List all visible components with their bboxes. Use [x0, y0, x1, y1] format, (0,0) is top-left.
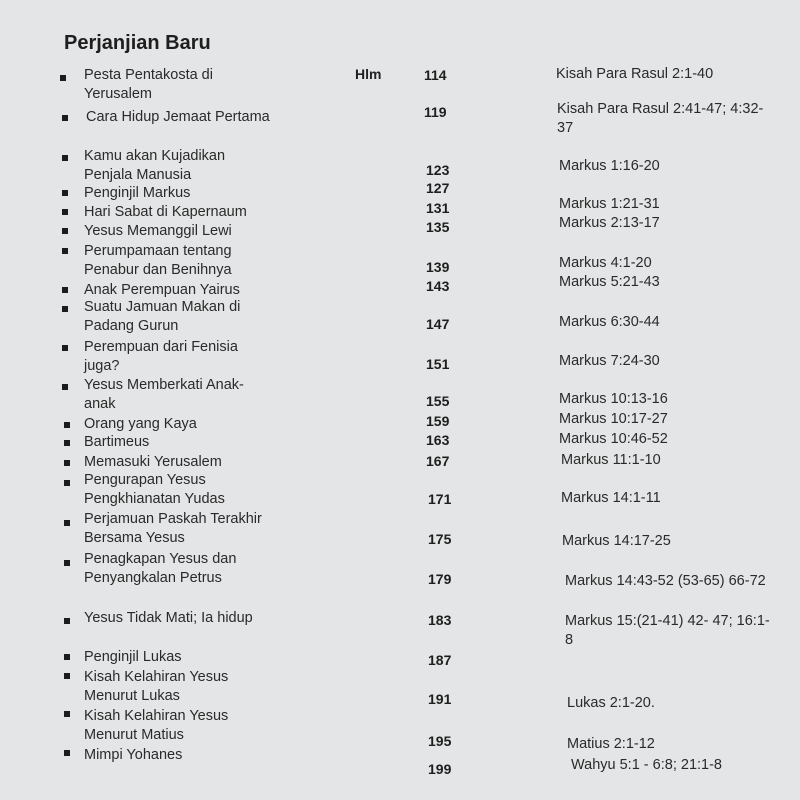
bullet-icon: [62, 190, 68, 196]
bullet-icon: [62, 345, 68, 351]
entry-scripture-reference: Markus 15:(21-41) 42- 47; 16:1-8: [565, 613, 770, 648]
entry-title: Mimpi Yohanes: [84, 747, 183, 763]
entry-title: Perempuan dari Fenisia juga?: [84, 339, 238, 374]
entry-scripture-reference: Markus 14:17-25: [562, 533, 671, 549]
entry-scripture-reference: Markus 4:1-20: [559, 255, 652, 271]
entry-scripture-reference: Markus 5:21-43: [559, 274, 660, 290]
bullet-icon: [62, 287, 68, 293]
entry-page-number: 183: [428, 612, 452, 628]
entry-page-number: 147: [426, 316, 450, 332]
bullet-icon: [64, 711, 70, 717]
bullet-icon: [64, 460, 70, 466]
entry-title: Perjamuan Paskah Terakhir Bersama Yesus: [84, 511, 262, 546]
entry-page-number: 131: [426, 200, 450, 216]
entry-title: Kamu akan Kujadikan Penjala Manusia: [84, 148, 226, 183]
entry-title: Perumpamaan tentang Penabur dan Benihnya: [84, 243, 232, 278]
entry-scripture-reference: Markus 11:1-10: [561, 452, 661, 468]
entry-title: Orang yang Kaya: [84, 416, 197, 432]
entry-title: Yesus Memberkati Anak-anak: [84, 377, 244, 412]
entry-page-number: 159: [426, 413, 450, 429]
bullet-icon: [62, 209, 68, 215]
entry-title: Memasuki Yerusalem: [84, 454, 222, 470]
entry-scripture-reference: Markus 2:13-17: [559, 215, 660, 231]
entry-title: Bartimeus: [84, 434, 150, 450]
entry-title: Kisah Kelahiran Yesus Menurut Lukas: [84, 669, 229, 704]
entry-title: Kisah Kelahiran Yesus Menurut Matius: [84, 708, 229, 743]
entry-page-number: 155: [426, 393, 450, 409]
bullet-icon: [62, 384, 68, 390]
entry-scripture-reference: Markus 6:30-44: [559, 314, 660, 330]
entry-scripture-reference: Matius 2:1-12: [567, 736, 655, 752]
entry-page-number: 127: [426, 180, 450, 196]
entry-scripture-reference: Markus 1:21-31: [559, 196, 660, 212]
bullet-icon: [64, 618, 70, 624]
entry-title: Penagkapan Yesus dan Penyangkalan Petrus: [84, 551, 237, 586]
entry-page-number: 175: [428, 531, 452, 547]
entry-title: Yesus Memanggil Lewi: [84, 223, 232, 239]
bullet-icon: [62, 248, 68, 254]
entry-page-number: 139: [426, 259, 450, 275]
entry-page-number: 187: [428, 652, 452, 668]
entry-page-number: 167: [426, 453, 450, 469]
bullet-icon: [64, 520, 70, 526]
entry-title: Suatu Jamuan Makan di Padang Gurun: [84, 299, 241, 334]
entry-page-number: 191: [428, 691, 452, 707]
bullet-icon: [62, 115, 68, 121]
entry-title: Yesus Tidak Mati; Ia hidup: [84, 610, 253, 626]
entry-page-number: 114: [424, 67, 447, 83]
entry-scripture-reference: Kisah Para Rasul 2:1-40: [556, 66, 714, 82]
entry-title: Pengurapan Yesus Pengkhianatan Yudas: [84, 472, 225, 507]
entry-scripture-reference: Markus 10:17-27: [559, 411, 668, 427]
bullet-icon: [62, 155, 68, 161]
entry-scripture-reference: Kisah Para Rasul 2:41-47; 4:32-37: [557, 101, 764, 136]
bullet-icon: [64, 440, 70, 446]
section-title: Perjanjian Baru: [64, 32, 211, 54]
bullet-icon: [64, 673, 70, 679]
bullet-icon: [62, 306, 68, 312]
bullet-icon: [64, 750, 70, 756]
entry-page-number: 119: [424, 104, 447, 120]
entry-title: Penginjil Lukas: [84, 649, 182, 665]
entry-scripture-reference: Markus 10:13-16: [559, 391, 668, 407]
bullet-icon: [64, 480, 70, 486]
entry-title: Cara Hidup Jemaat Pertama: [86, 109, 270, 125]
entry-title: Pesta Pentakosta di Yerusalem: [84, 67, 213, 102]
entry-page-number: 179: [428, 571, 452, 587]
entry-scripture-reference: Markus 10:46-52: [559, 431, 668, 447]
entry-page-number: 135: [426, 219, 450, 235]
entry-page-number: 195: [428, 733, 452, 749]
bullet-icon: [64, 560, 70, 566]
bullet-icon: [62, 228, 68, 234]
entry-page-number: 123: [426, 162, 450, 178]
entry-scripture-reference: Wahyu 5:1 - 6:8; 21:1-8: [571, 757, 722, 773]
bullet-icon: [60, 75, 66, 81]
bullet-icon: [64, 422, 70, 428]
entry-title: Hari Sabat di Kapernaum: [84, 204, 247, 220]
entry-scripture-reference: Markus 14:1-11: [561, 490, 661, 506]
entry-title: Anak Perempuan Yairus: [84, 282, 240, 298]
entry-scripture-reference: Lukas 2:1-20.: [567, 695, 655, 711]
entry-scripture-reference: Markus 7:24-30: [559, 353, 660, 369]
entry-page-number: 151: [426, 356, 450, 372]
entry-page-number: 163: [426, 432, 450, 448]
entry-page-number: 171: [428, 491, 452, 507]
entry-page-number: 143: [426, 278, 450, 294]
entry-scripture-reference: Markus 14:43-52 (53-65) 66-72: [565, 573, 766, 589]
entry-scripture-reference: Markus 1:16-20: [559, 158, 660, 174]
entry-page-number: 199: [428, 761, 452, 777]
bullet-icon: [64, 654, 70, 660]
hlm-label: Hlm: [355, 66, 382, 82]
entry-title: Penginjil Markus: [84, 185, 191, 201]
